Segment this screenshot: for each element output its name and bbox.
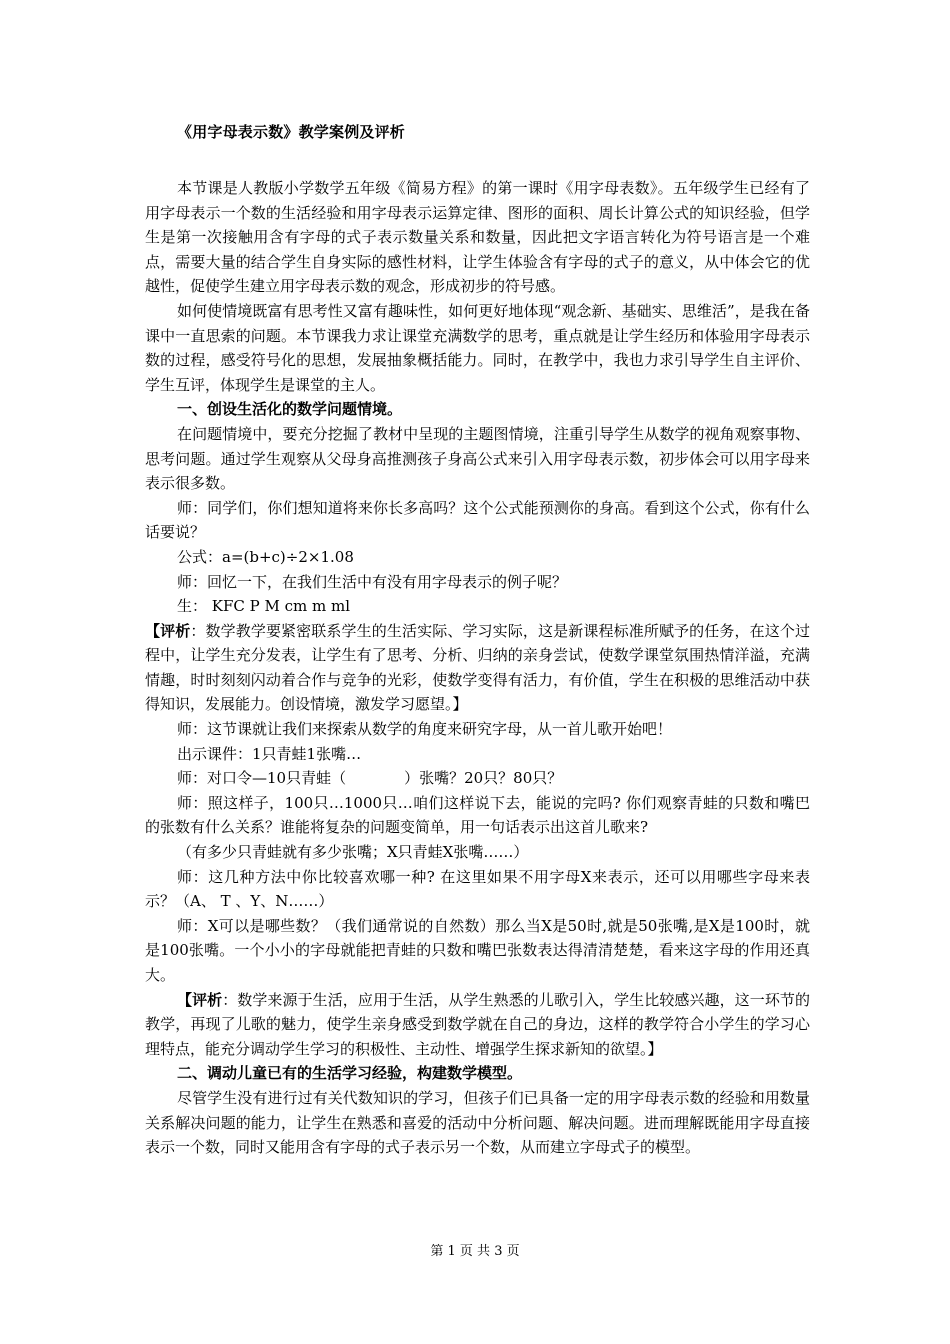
teacher-line-5: 师：照这样子，100只…1000只…咱们这样说下去，能说的完吗? 你们观察青蛙的只数和嘴巴的张数有什么关系？谁能将复杂的问题变简单，用一句话表示出这首儿歌来? — [145, 793, 810, 837]
review-label-1: 【评析 — [145, 621, 191, 640]
section-1-paragraph-1: 在问题情境中，要充分挖掘了教材中呈现的主题图情境，注重引导学生从数学的视角观察事物、思考问题。通过学生观察从父母身高推测孩子身高公式来引入用字母表示数，初步体会可以用字母来表示很多数。 — [145, 424, 810, 493]
teacher-line-7: 师：X可以是哪些数？（我们通常说的自然数）那么当X是50时,就是50张嘴,是X是100时，就是100张嘴。一个小小的字母就能把青蛙的只数和嘴巴张数表达得清清楚楚，看来这字母的作用还真大。 — [145, 916, 810, 984]
teacher-line-6: 师：这几种方法中你比较喜欢哪一种? 在这里如果不用字母X来表示，还可以用哪些字母来表示？（A、 T 、Y、N……） — [145, 867, 810, 911]
intro-paragraph-2: 如何使情境既富有思考性又富有趣味性，如何更好地体现“观念新、基础实、思维活”，是我在备课中一直思索的问题。本节课我力求让课堂充满数学的思考，重点就是让学生经历和体验用字母表示数的过程，感受符号化的思想，发展抽象概括能力。同时，在教学中，我也力求引导学生自主评价、学生互评，体现学生是课堂的主人。 — [145, 301, 810, 394]
courseware-line: 出示课件：1只青蛙1张嘴… — [177, 744, 362, 763]
formula-line: 公式：a=(b+c)÷2×1.08 — [177, 547, 354, 566]
teacher-line-4 — [145, 766, 810, 791]
intro-paragraph-1: 本节课是人教版小学数学五年级《简易方程》的第一课时《用字母表数》。五年级学生已经有了用字母表示一个数的生活经验和用字母表示运算定律、图形的面积、周长计算公式的知识经验，但学生是第一次接触用含有字母的式子表示数量关系和数量，因此把文字语言转化为符号语言是一个难点，需要大量的结合学生自身实际的感性材料，让学生体验含有字母的式子的意义，从中体会它的优越性，促使学生建立用字母表示数的观念，形成初步的符号感。 — [145, 179, 810, 296]
review-text-2: ：数学来源于生活，应用于生活，从学生熟悉的儿歌引入，学生比较感兴趣，这一环节的教学，再现了儿歌的魅力，使学生亲身感受到数学就在自己的身边，这样的教学符合小学生的学习心理特点，能充分调动学生学习的积极性、主动性、增强学生探求新知的欲望。】 — [145, 990, 810, 1058]
review-paragraph-2 — [145, 988, 810, 1062]
teacher-line-4-start: 师：对口令—10只青蛙（ — [177, 769, 347, 788]
review-paragraph-1 — [145, 619, 810, 717]
section-2-paragraph-1: 尽管学生没有进行过有关代数知识的学习，但孩子们已具备一定的用字母表示数的经验和用数量关系解决问题的能力，让学生在熟悉和喜爱的活动中分析问题、解决问题。进而理解既能用字母直接表示一个数，同时又能用含有字母的式子表示另一个数，从而建立字母式子的模型。 — [145, 1088, 810, 1157]
document-page — [145, 120, 810, 1160]
review-text-1: ：数学教学要紧密联系学生的生活实际、学习实际，这是新课程标准所赋予的任务，在这个过程中，让学生充分发表，让学生有了思考、分析、归纳的亲身尝试，使数学课堂氛围热情洋溢，充满情趣，时时刻刻闪动着合作与竞争的光彩，使数学变得有活力，有价值，学生在积极的思维活动中获得知识，发展能力。创设情境，激发学习愿望。】 — [145, 621, 810, 714]
teacher-line-3: 师：这节课就让我们来探索从数学的角度来研究字母，从一首儿歌开始吧！ — [177, 720, 673, 739]
document-title: 《用字母表示数》教学案例及评析 — [177, 123, 406, 141]
teacher-question-1: 师：同学们，你们想知道将来你长多高吗？这个公式能预测你的身高。看到这个公式，你有什么话要说？ — [145, 498, 810, 542]
section-2-heading: 二、调动儿童已有的生活学习经验，构建数学模型。 — [177, 1064, 523, 1083]
student-answer-2: （有多少只青蛙就有多少张嘴；X只青蛙X张嘴……） — [177, 843, 529, 862]
teacher-line-4-end: ）张嘴？20只？80只？ — [404, 769, 563, 788]
page-footer: 第 1 页 共 3 页 — [430, 1244, 520, 1259]
review-label-2: 【评析 — [177, 990, 223, 1009]
section-1-heading: 一、创设生活化的数学问题情境。 — [177, 400, 403, 419]
student-answer-1: 生： KFC P M cm m ml — [177, 597, 351, 616]
teacher-question-2: 师：回忆一下，在我们生活中有没有用字母表示的例子呢？ — [177, 572, 568, 591]
